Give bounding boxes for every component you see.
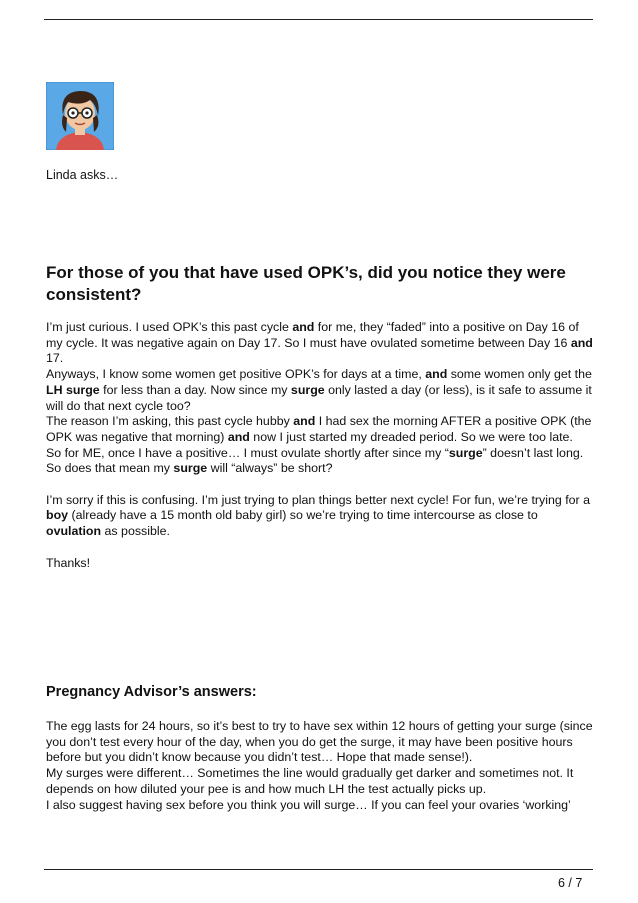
answers-heading: Pregnancy Advisor’s answers: [46, 684, 257, 700]
bold-keyword: and [293, 414, 316, 429]
cartoon-woman-avatar-icon [46, 82, 114, 150]
bold-keyword: LH surge [46, 382, 100, 397]
text-run: I’m just curious. I used OPK’s this past cycle [46, 320, 293, 334]
text-run: The reason I’m asking, this past cycle hubby [46, 414, 294, 429]
text-run: for less than a day. Now since my [99, 382, 291, 397]
text-run: I also suggest having sex before you think you will surge… If you can feel your ovaries ‘working’ [46, 797, 571, 812]
bold-keyword: surge [173, 461, 208, 476]
text-run: I had sex the morning AFTER a positive OPK (the OPK was negative that morning) [46, 414, 592, 444]
question-title: For those of you that have used OPK’s, did you notice they were consistent? [46, 263, 566, 304]
question-paragraph [46, 320, 594, 367]
text-run: will “always” be short? [207, 461, 333, 476]
question-paragraph [46, 556, 594, 572]
text-run: I’m sorry if this is confusing. I’m just trying to plan things better next cycle! For fun, we’re trying for a [46, 492, 591, 507]
answer-paragraph [46, 798, 598, 814]
text-run: some women only get the [447, 367, 592, 382]
bold-keyword: ovulation [46, 524, 102, 539]
text-run: Thanks! [46, 555, 91, 570]
text-run: The egg lasts for 24 hours, so it’s best to try to have sex within 12 hours of getting your surge (since you don’t test every hour of the day, when you do get the surge, it may have been positive hours before but you didn’t know because you didn’t test… Hope that made sense!). [46, 719, 593, 765]
question-paragraph [46, 414, 594, 445]
question-paragraph [46, 367, 594, 414]
bold-keyword: boy [46, 508, 69, 523]
footer-rule [44, 869, 593, 870]
text-run: ” doesn’t last long. So does that mean my [46, 445, 584, 476]
bold-keyword: and [570, 335, 593, 350]
question-body [46, 320, 594, 571]
bold-keyword: surge [290, 382, 325, 397]
answer-paragraph [46, 719, 598, 766]
text-run: 17. [46, 351, 64, 366]
page-number: 6 / 7 [558, 876, 583, 890]
avatar [46, 82, 114, 150]
text-run: for me, they “faded” into a positive on Day 16 of my cycle. It was negative again on Day 17. So I must have ovulated sometime between Day 16 [46, 320, 579, 350]
question-paragraph [46, 493, 594, 540]
bold-keyword: and [425, 367, 448, 382]
question-paragraph [46, 446, 594, 477]
text-run: now I just started my dreaded period. So we were too late. [249, 429, 573, 444]
text-run: Anyways, I know some women get positive OPK’s for days at a time, [46, 367, 426, 382]
answer-paragraph [46, 766, 598, 797]
answer-body [46, 719, 598, 813]
text-run: as possible. [101, 524, 170, 539]
text-run: (already have a 15 month old baby girl) so we’re trying to time intercourse as close to [68, 508, 538, 523]
bold-keyword: and [292, 320, 315, 334]
header-rule [44, 19, 593, 20]
text-run: So for ME, once I have a positive… I must ovulate shortly after since my “ [46, 445, 449, 460]
bold-keyword: and [227, 429, 250, 444]
bold-keyword: surge [448, 445, 483, 460]
asker-label: Linda asks… [46, 168, 119, 182]
text-run: My surges were different… Sometimes the line would gradually get darker and sometimes not. It depends on how diluted your pee is and how much LH the test actually picks up. [46, 766, 574, 796]
text-run: only lasted a day (or less), is it safe to assume it will do that next cycle too? [46, 382, 592, 413]
